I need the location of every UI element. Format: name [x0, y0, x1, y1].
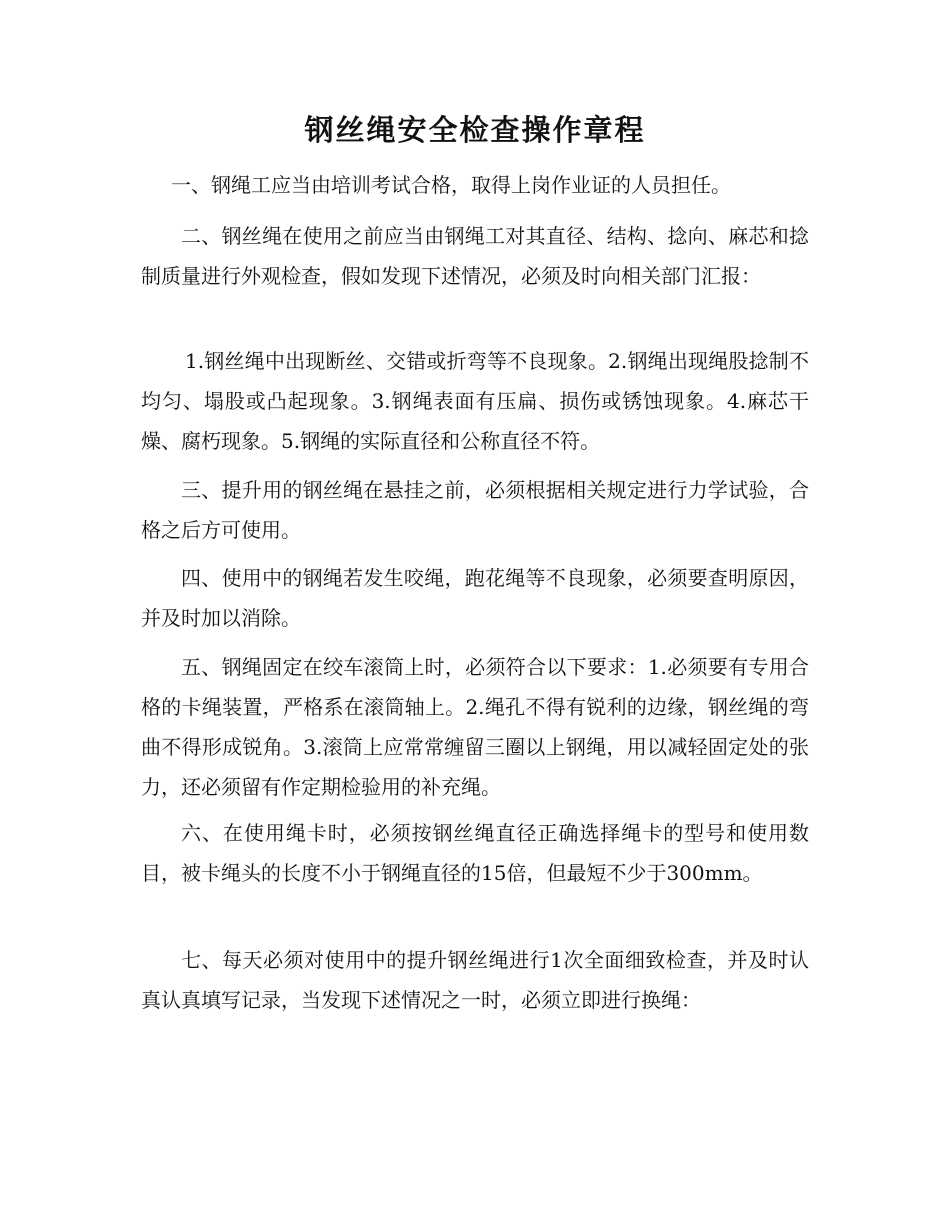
- paragraph-6: 五、钢绳固定在绞车滚筒上时，必须符合以下要求：1.必须要有专用合格的卡绳装置，严格系在滚筒轴上。2.绳孔不得有锐利的边缘，钢丝绳的弯曲不得形成锐角。3.滚筒上应常常缠留三圈以上钢绳，用以减轻固定处的张力，还必须留有作定期检验用的补充绳。: [141, 655, 809, 799]
- paragraph-4: 三、提升用的钢丝绳在悬挂之前，必须根据相关规定进行力学试验，合格之后方可使用。: [141, 478, 809, 542]
- paragraph-2: 二、钢丝绳在使用之前应当由钢绳工对其直径、结构、捻向、麻芯和捻制质量进行外观检查，假如发现下述情况，必须及时向相关部门汇报：: [141, 224, 809, 288]
- paragraph-1: 一、钢绳工应当由培训考试合格，取得上岗作业证的人员担任。: [171, 173, 731, 197]
- paragraph-5: 四、使用中的钢绳若发生咬绳，跑花绳等不良现象，必须要查明原因，并及时加以消除。: [141, 566, 809, 630]
- paragraph-3-defect-list: 1.钢丝绳中出现断丝、交错或折弯等不良现象。2.钢绳出现绳股捻制不均匀、塌股或凸起现象。3.钢绳表面有压扁、损伤或锈蚀现象。4.麻芯干燥、腐朽现象。5.钢绳的实际直径和公称直径不符。: [141, 349, 809, 453]
- document-title: 钢丝绳安全检查操作章程: [304, 113, 646, 147]
- paragraph-8: 七、每天必须对使用中的提升钢丝绳进行1次全面细致检查，并及时认真认真填写记录，当发现下述情况之一时，必须立即进行换绳：: [141, 948, 809, 1012]
- paragraph-7: 六、在使用绳卡时，必须按钢丝绳直径正确选择绳卡的型号和使用数目，被卡绳头的长度不小于钢绳直径的15倍，但最短不少于300mm。: [141, 821, 809, 885]
